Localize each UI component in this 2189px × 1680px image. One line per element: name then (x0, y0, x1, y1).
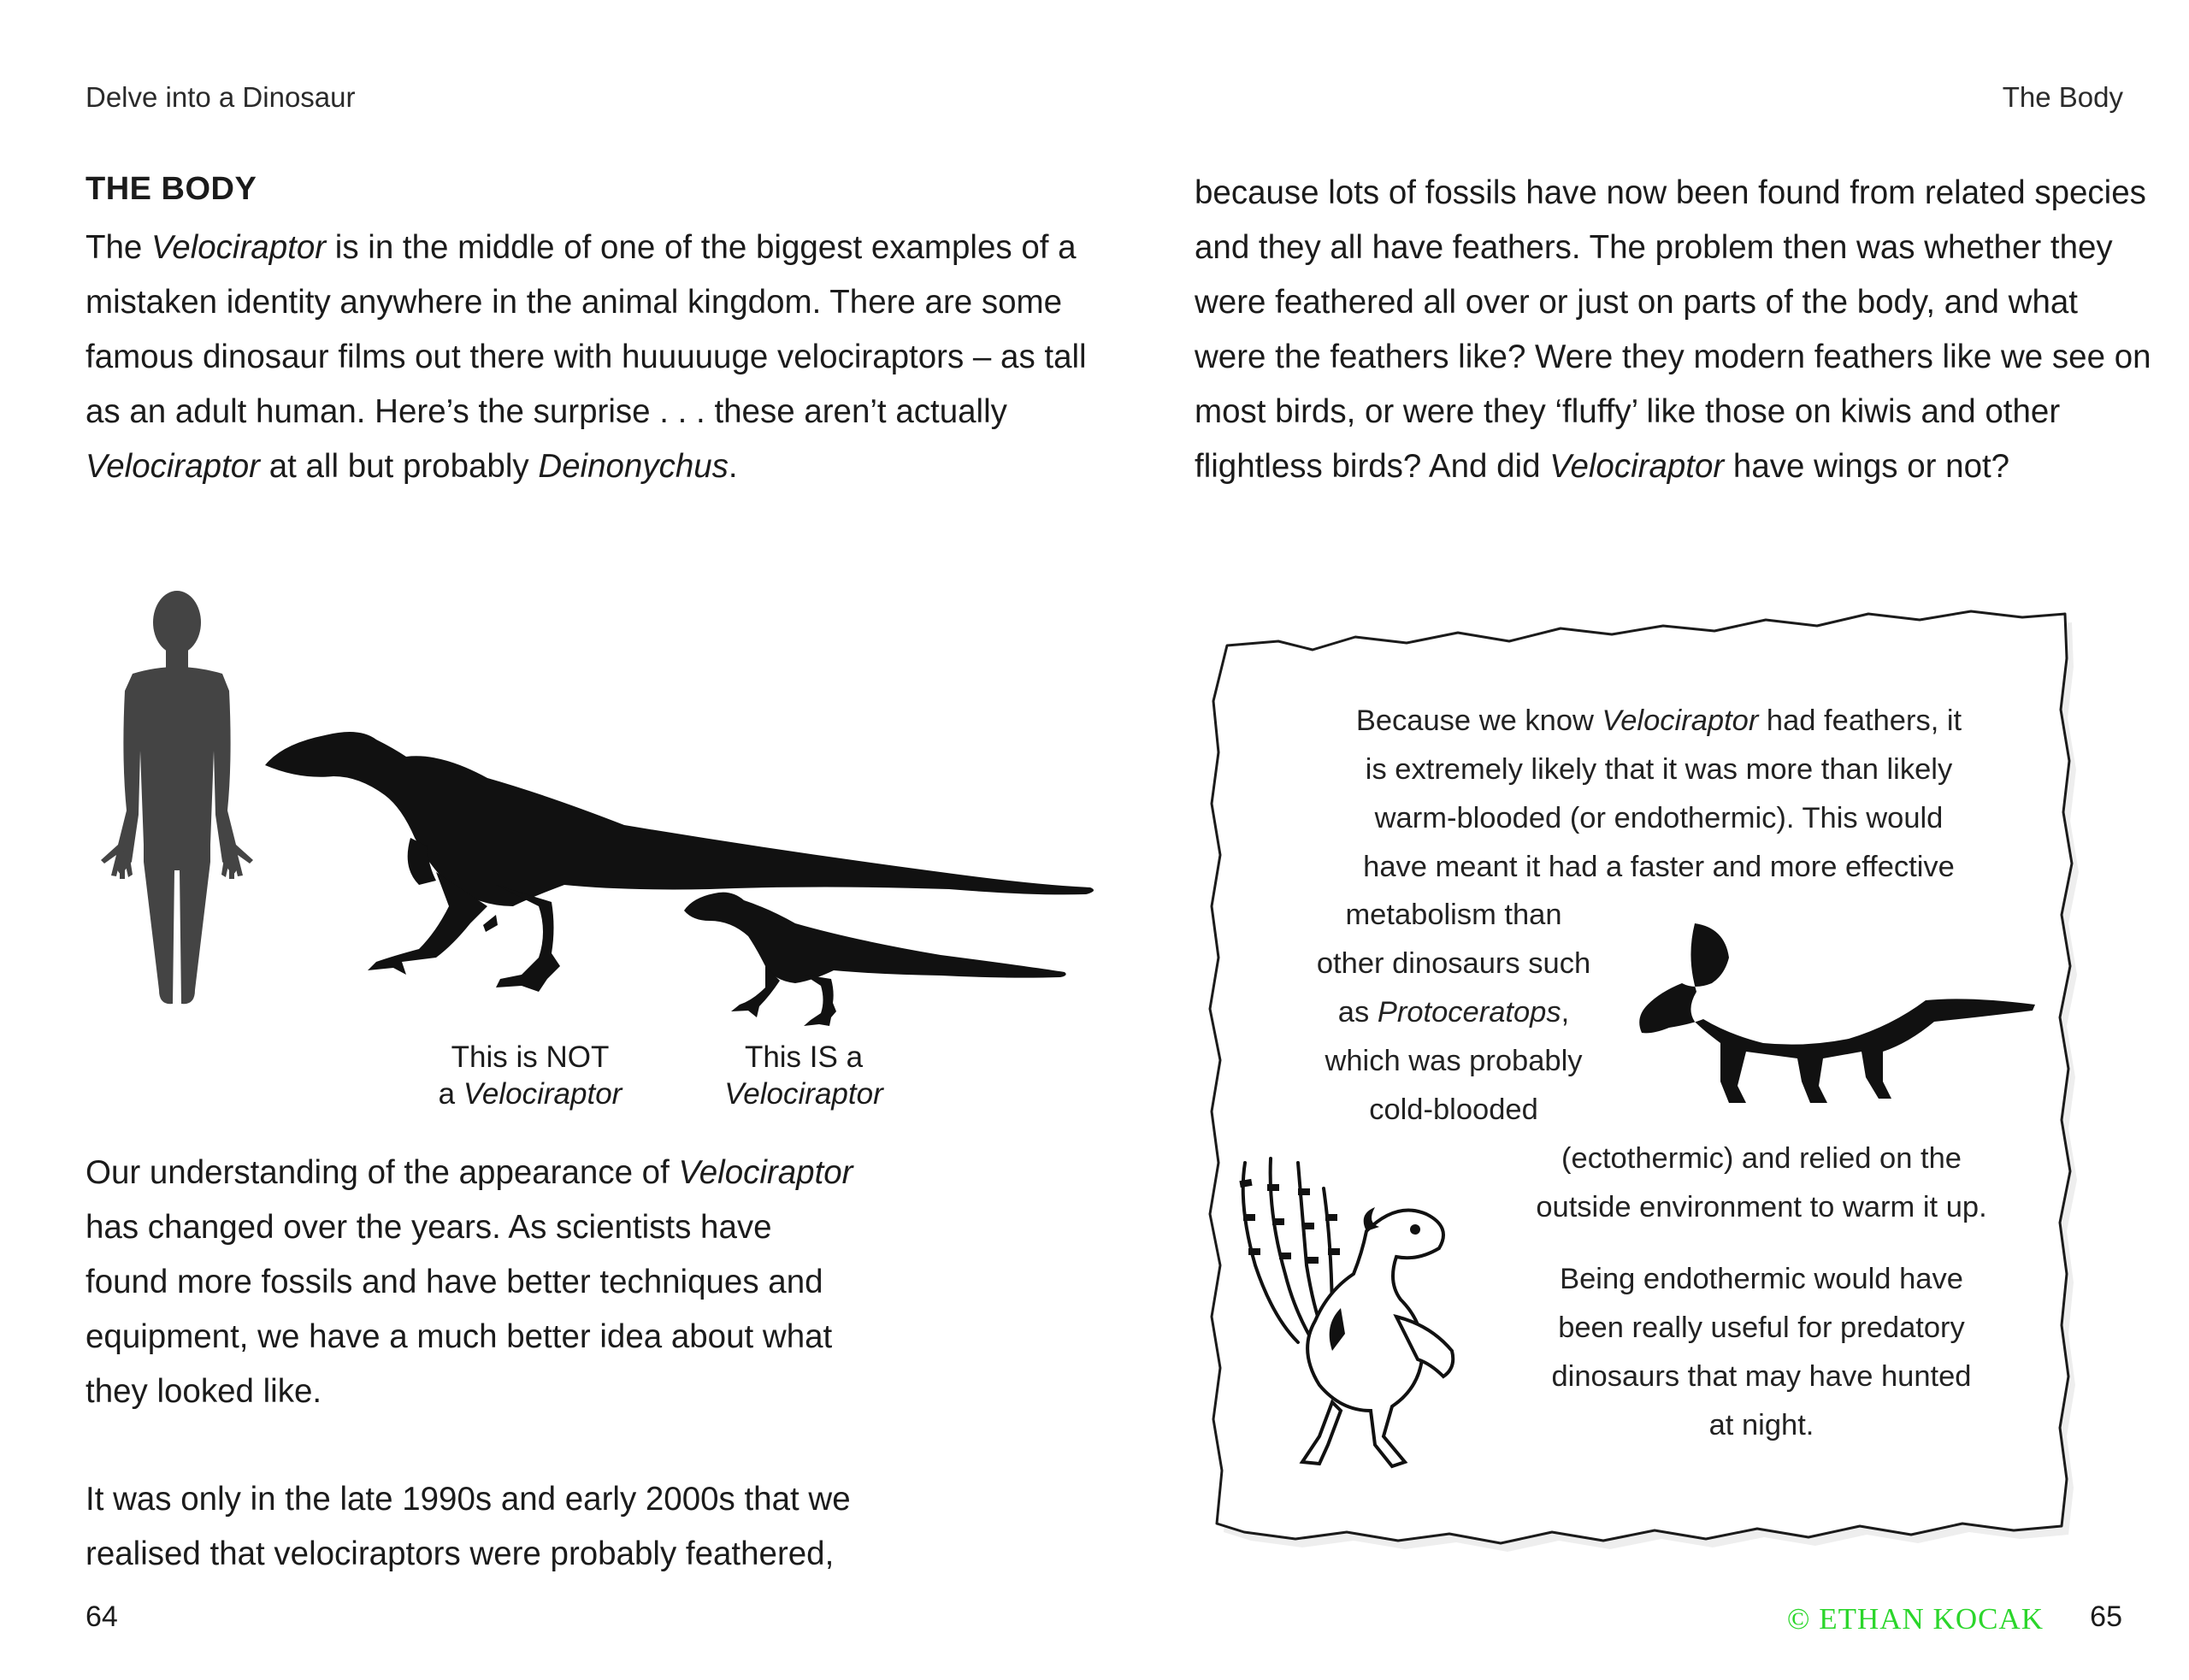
fact-box-text-2: metabolism than other dinosaurs such as Protoceratops, which was probably cold-blooded (1316, 899, 1591, 1126)
caption-not-velociraptor: This is NOT a Velociraptor (438, 1040, 622, 1111)
velociraptor-silhouette-icon (684, 876, 1069, 1026)
illustration-credit: © ETHAN KOCAK (1786, 1602, 2044, 1636)
feathered-paragraph: It was only in the late 1990s and early 2000s that we realised that velociraptors were probably feathered, (86, 1481, 851, 1572)
caption-is-velociraptor: This IS a Velociraptor (724, 1040, 883, 1111)
section-heading: THE BODY (86, 171, 257, 207)
continued-paragraph: because lots of fossils have now been found from related species and they all have feathers. The problem then was whether they were feathered all over or just on parts of the body, and what were the feathers like? Were they modern feathers like we see on most birds, or were they ‘fluffy’ like those on kiwis and other flightless birds? And did Velociraptor have wings or not? (1195, 174, 2151, 485)
fact-box-text-3: (ectothermic) and relied on the outside environment to warm it up. (1536, 1142, 1987, 1223)
running-header-left: Delve into a Dinosaur (86, 81, 356, 113)
intro-paragraph: The Velociraptor is in the middle of one of the biggest examples of a mistaken identity anywhere in the animal kingdom. There are some famous dinosaur films out there with huuuuuge velociraptors – as tall as an adult human. Here’s the surprise . . . these aren’t actually Velociraptor at all but probably Deinonychus. (86, 229, 1087, 485)
protoceratops-silhouette-icon (1635, 923, 2037, 1111)
appearance-paragraph: Our understanding of the appearance of Velociraptor has changed over the years. As scientists have found more fossils and have better techniques and equipment, we have a much better idea about what they looked like. (86, 1154, 853, 1410)
page-number-left: 64 (86, 1600, 118, 1633)
human-silhouette-icon (86, 588, 269, 1007)
fact-box-text-4: Being endothermic would have been really useful for predatory dinosaurs that may have hunted at night. (1551, 1263, 1972, 1441)
running-header-right: The Body (2002, 81, 2123, 113)
page-number-right: 65 (2090, 1600, 2122, 1633)
feathered-velociraptor-cartoon-icon (1238, 1154, 1469, 1488)
fact-box-text-1: Because we know Velociraptor had feathers, it is extremely likely that it was more than likely warm-blooded (or endothermic). This would have meant it had a faster and more effective (1355, 704, 1962, 883)
